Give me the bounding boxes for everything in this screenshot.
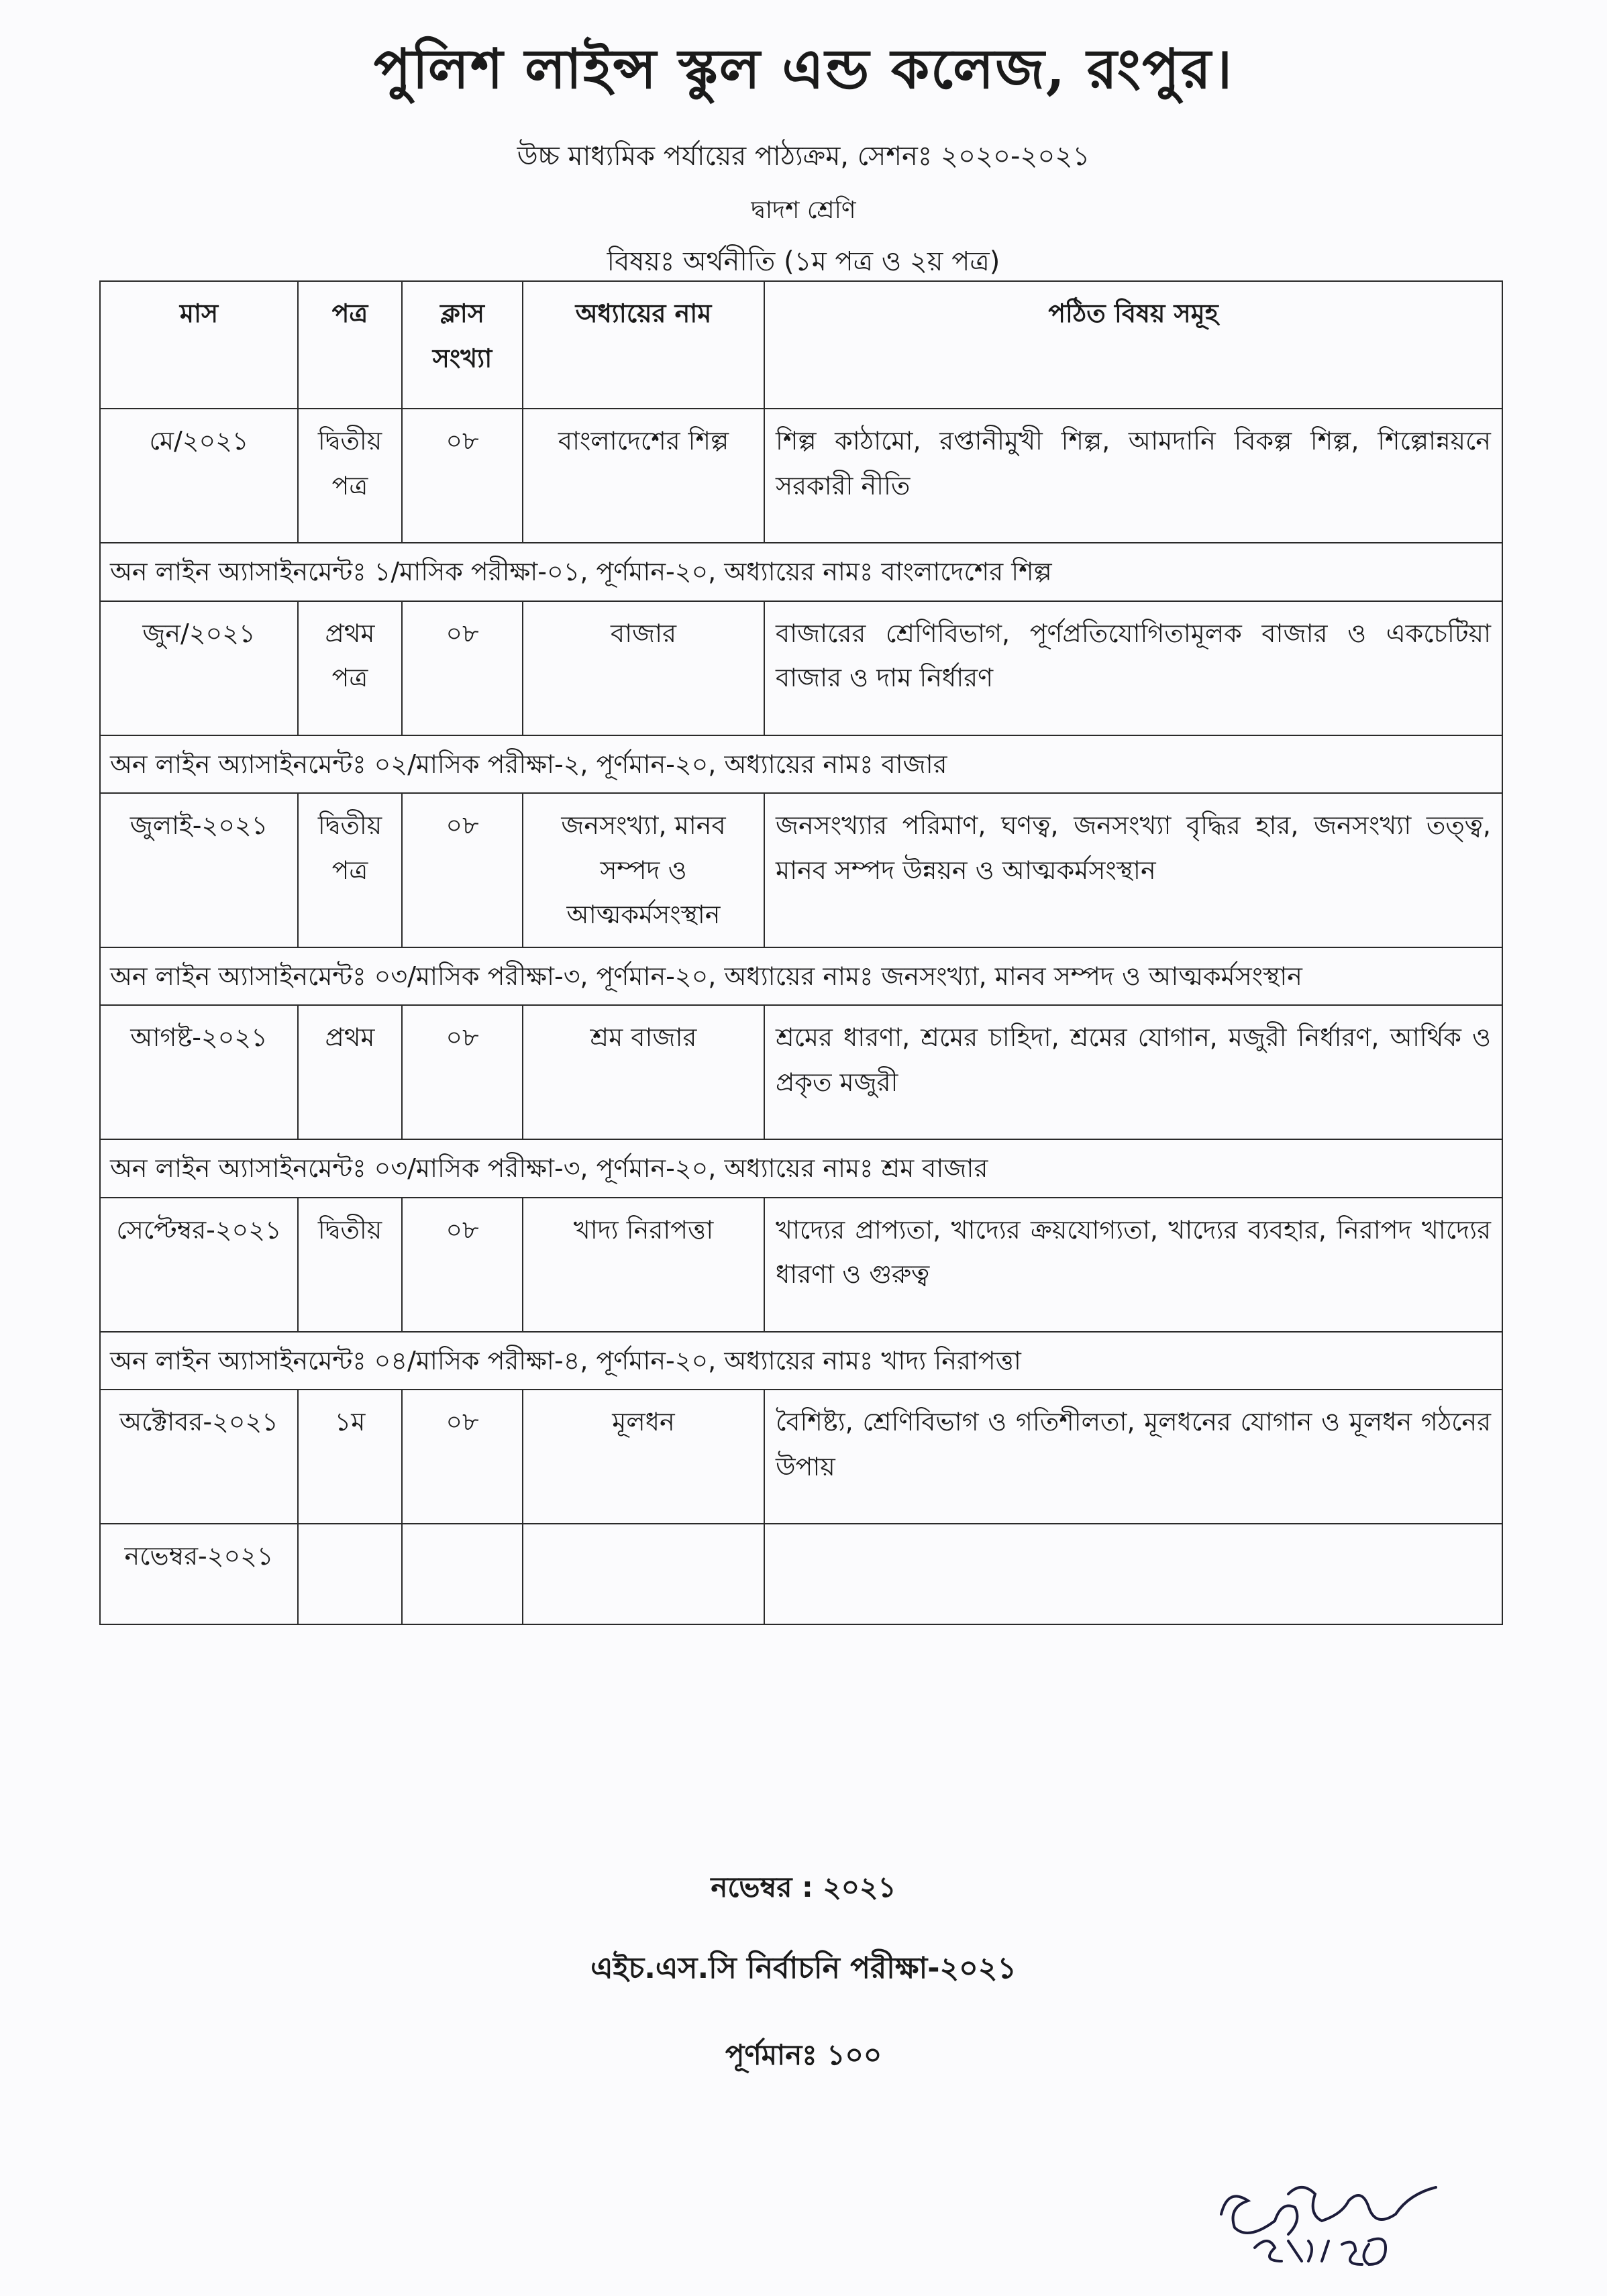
chapter-cell: খাদ্য নিরাপত্তা bbox=[523, 1198, 764, 1332]
month-cell: নভেম্বর-২০২১ bbox=[100, 1524, 298, 1624]
chapter-cell: শ্রম বাজার bbox=[523, 1005, 764, 1139]
table-row bbox=[100, 1198, 1502, 1332]
topics-cell: খাদ্যের প্রাপ্যতা, খাদ্যের ক্রয়যোগ্যতা, খাদ্যের ব্যবহার, নিরাপদ খাদ্যের ধারণা ও গুরুত্ব bbox=[764, 1198, 1502, 1332]
assignment-cell: অন লাইন অ্যাসাইনমেন্টঃ ০২/মাসিক পরীক্ষা-২, পূর্ণমান-২০, অধ্যায়ের নামঃ বাজার bbox=[100, 735, 1502, 794]
column-header-month: মাস bbox=[100, 281, 298, 409]
column-header-paper: পত্র bbox=[298, 281, 402, 409]
classes-cell: ০৮ bbox=[402, 601, 523, 735]
assignment-row bbox=[100, 947, 1502, 1006]
table-row bbox=[100, 1390, 1502, 1524]
column-header-classes: ক্লাস সংখ্যা bbox=[402, 281, 523, 409]
month-cell: জুন/২০২১ bbox=[100, 601, 298, 735]
assignment-row bbox=[100, 1139, 1502, 1198]
chapter-cell: বাংলাদেশের শিল্প bbox=[523, 409, 764, 543]
paper-cell: প্রথম পত্র bbox=[298, 601, 402, 735]
table-row bbox=[100, 601, 1502, 735]
assignment-row bbox=[100, 735, 1502, 794]
table-row bbox=[100, 1005, 1502, 1139]
classes-cell: ০৮ bbox=[402, 793, 523, 947]
chapter-cell: বাজার bbox=[523, 601, 764, 735]
assignment-row bbox=[100, 543, 1502, 601]
subject-line: বিষয়ঃ অর্থনীতি (১ম পত্র ও ২য় পত্র) bbox=[607, 246, 1000, 277]
classes-cell: ০৮ bbox=[402, 1005, 523, 1139]
column-header-chapter: অধ্যায়ের নাম bbox=[523, 281, 764, 409]
handwritten-signature bbox=[1194, 2167, 1503, 2268]
classes-cell: ০৮ bbox=[402, 1198, 523, 1332]
classes-cell: ০৮ bbox=[402, 409, 523, 543]
document-header bbox=[0, 27, 1607, 285]
table-header-row bbox=[100, 281, 1502, 409]
paper-cell: দ্বিতীয় bbox=[298, 1198, 402, 1332]
classes-cell: ০৮ bbox=[402, 1390, 523, 1524]
topics-cell: শিল্প কাঠামো, রপ্তানীমুখী শিল্প, আমদানি বিকল্প শিল্প, শিল্পোন্নয়নে সরকারী নীতি bbox=[764, 409, 1502, 543]
chapter-cell: জনসংখ্যা, মানব সম্পদ ও আত্মকর্মসংস্থান bbox=[523, 793, 764, 947]
topics-cell bbox=[764, 1524, 1502, 1624]
assignment-row bbox=[100, 1332, 1502, 1390]
topics-cell: বাজারের শ্রেণিবিভাগ, পূর্ণপ্রতিযোগিতামূলক বাজার ও একচেটিয়া বাজার ও দাম নির্ধারণ bbox=[764, 601, 1502, 735]
topics-cell: বৈশিষ্ট্য, শ্রেণিবিভাগ ও গতিশীলতা, মূলধনের যোগান ও মূলধন গঠনের উপায় bbox=[764, 1390, 1502, 1524]
table-row bbox=[100, 409, 1502, 543]
month-cell: অক্টোবর-২০২১ bbox=[100, 1390, 298, 1524]
table-row bbox=[100, 1524, 1502, 1624]
classes-cell bbox=[402, 1524, 523, 1624]
paper-cell: ১ম bbox=[298, 1390, 402, 1524]
table-row bbox=[100, 793, 1502, 947]
topics-cell: শ্রমের ধারণা, শ্রমের চাহিদা, শ্রমের যোগান, মজুরী নির্ধারণ, আর্থিক ও প্রকৃত মজুরী bbox=[764, 1005, 1502, 1139]
paper-cell bbox=[298, 1524, 402, 1624]
chapter-cell bbox=[523, 1524, 764, 1624]
chapter-cell: মূলধন bbox=[523, 1390, 764, 1524]
assignment-cell: অন লাইন অ্যাসাইনমেন্টঃ ০৩/মাসিক পরীক্ষা-৩, পূর্ণমান-২০, অধ্যায়ের নামঃ জনসংখ্যা, মানব সম্পদ ও আত্মকর্মসংস্থান bbox=[100, 947, 1502, 1006]
column-header-topics: পঠিত বিষয় সমূহ bbox=[764, 281, 1502, 409]
assignment-cell: অন লাইন অ্যাসাইনমেন্টঃ ০৪/মাসিক পরীক্ষা-৪, পূর্ণমান-২০, অধ্যায়ের নামঃ খাদ্য নিরাপত্তা bbox=[100, 1332, 1502, 1390]
paper-cell: প্রথম bbox=[298, 1005, 402, 1139]
topics-cell: জনসংখ্যার পরিমাণ, ঘণত্ব, জনসংখ্যা বৃদ্ধির হার, জনসংখ্যা তত্ত্ব, মানব সম্পদ উন্নয়ন ও আত্মকর্মসংস্থান bbox=[764, 793, 1502, 947]
paper-cell: দ্বিতীয় পত্র bbox=[298, 409, 402, 543]
exam-name: এইচ.এস.সি নির্বাচনি পরীক্ষা-২০২১ bbox=[590, 1951, 1017, 1985]
paper-cell: দ্বিতীয় পত্র bbox=[298, 793, 402, 947]
syllabus-table bbox=[99, 280, 1503, 1625]
school-name: পুলিশ লাইন্স স্কুল এন্ড কলেজ, রংপুর। bbox=[373, 37, 1234, 101]
month-cell: জুলাই-২০২১ bbox=[100, 793, 298, 947]
assignment-cell: অন লাইন অ্যাসাইনমেন্টঃ ০৩/মাসিক পরীক্ষা-৩, পূর্ণমান-২০, অধ্যায়ের নামঃ শ্রম বাজার bbox=[100, 1139, 1502, 1198]
month-cell: মে/২০২১ bbox=[100, 409, 298, 543]
syllabus-title: উচ্চ মাধ্যমিক পর্যায়ের পাঠ্যক্রম, সেশনঃ ২০২০-২০২১ bbox=[517, 141, 1090, 172]
full-marks: পূর্ণমানঃ ১০০ bbox=[725, 2038, 882, 2071]
assignment-cell: অন লাইন অ্যাসাইনমেন্টঃ ১/মাসিক পরীক্ষা-০১, পূর্ণমান-২০, অধ্যায়ের নামঃ বাংলাদেশের শিল্প bbox=[100, 543, 1502, 601]
exam-month: নভেম্বর : ২০২১ bbox=[711, 1871, 896, 1903]
month-cell: সেপ্টেম্বর-২০২১ bbox=[100, 1198, 298, 1332]
class-name: দ্বাদশ শ্রেণি bbox=[751, 197, 856, 224]
month-cell: আগষ্ট-২০২১ bbox=[100, 1005, 298, 1139]
